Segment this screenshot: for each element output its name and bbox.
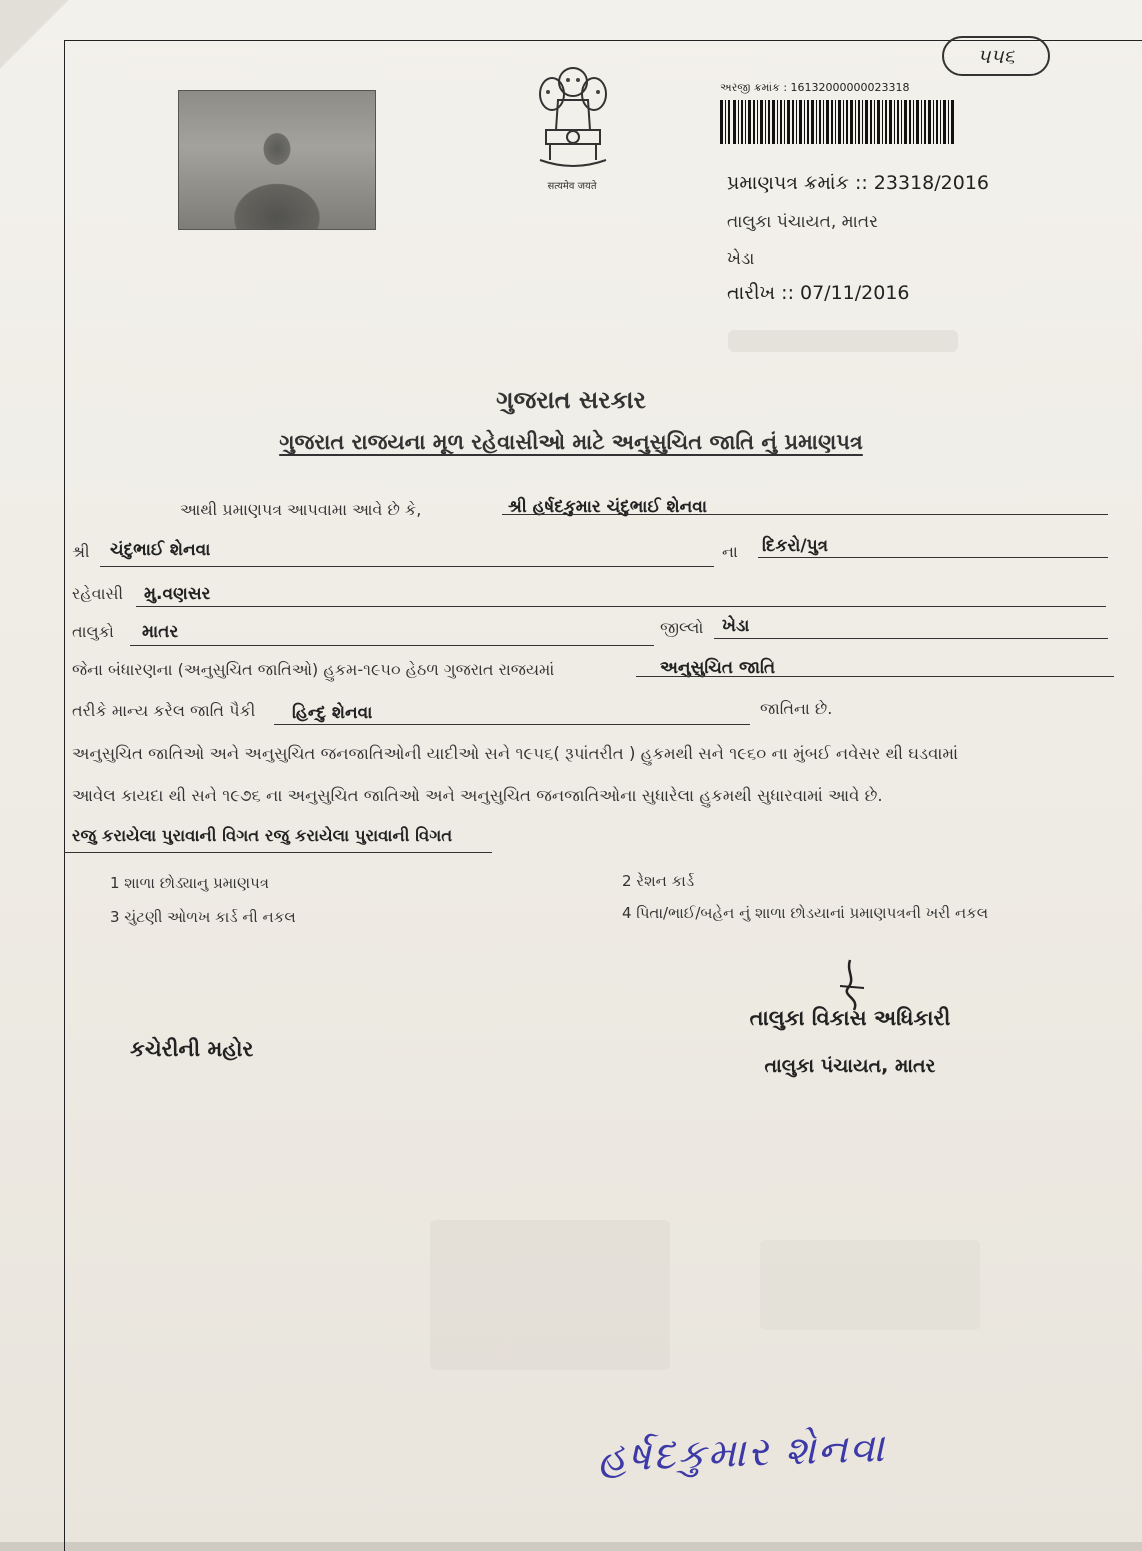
relation: દિકરો/પુત્ર xyxy=(762,536,829,556)
na-label: ના xyxy=(722,542,738,561)
national-emblem-icon xyxy=(528,60,618,172)
applicant-name: શ્રી હર્ષદકુમાર ચંદુભાઈ શેનવા xyxy=(508,497,708,517)
certificate-number: પ્રમાણપત્ર ક્રમાંક :: 23318/2016 xyxy=(727,172,989,194)
barcode-icon xyxy=(720,100,954,144)
residence-underline xyxy=(136,606,1106,607)
category-underline xyxy=(636,676,1114,677)
recognized-label: તરીકે માન્ય કરેલ જાતિ પૈકી xyxy=(72,701,256,720)
paper-smudge xyxy=(728,330,958,352)
legal-text-line-1: અનુસુચિત જાતિઓ અને અનુસુચિત જનજાતિઓની યાદીઓ સને ૧૯૫૬( રૂપાંતરીત ) હુકમથી સને ૧૯૬૦ ના મુંબઈ નવેસર થી ઘડવામાં xyxy=(72,744,959,763)
signatory-title: તાલુકા વિકાસ અધિકારી xyxy=(749,1006,951,1030)
emblem-motto: सत्यमेव जयते xyxy=(547,181,597,192)
father-name: ચંદુભાઈ શેનવા xyxy=(110,540,211,560)
residence: મુ.વણસર xyxy=(144,584,211,604)
issuing-office: તાલુકા પંચાયત, માતર xyxy=(727,212,878,232)
intro-label: આથી પ્રમાણપત્ર આપવામા આવે છે કે, xyxy=(180,500,422,519)
district: ખેડા xyxy=(722,616,750,636)
office-seal-label: કચેરીની મહોર xyxy=(130,1037,254,1061)
applicant-name-underline xyxy=(502,514,1108,515)
father-name-underline xyxy=(100,566,714,567)
document-item: 1 શાળા છોડ્યાનુ પ્રમાણપત્ર xyxy=(110,874,269,892)
applicant-photo xyxy=(178,90,376,230)
page-fold xyxy=(0,0,70,70)
shri-label: શ્રી xyxy=(72,542,90,561)
district-label: જીલ્લો xyxy=(660,618,704,637)
documents-title-underline xyxy=(64,852,492,853)
taluka: માતર xyxy=(142,622,179,642)
paper-smudge xyxy=(760,1240,980,1330)
taluka-underline xyxy=(130,645,654,646)
document-item: 3 ચુંટણી ઓળખ કાર્ડ ની નકલ xyxy=(110,908,296,926)
relation-underline xyxy=(758,557,1108,558)
document-item: 4 પિતા/ભાઈ/બહેન નું શાળા છોડયાનાં પ્રમાણપત્રની ખરી નકલ xyxy=(622,904,989,922)
category: અનુસુચિત જાતિ xyxy=(660,658,776,678)
caste: હિન્દુ શેનવા xyxy=(292,703,373,723)
signatory-office: તાલુકા પંચાયત, માતર xyxy=(764,1055,936,1077)
caste-underline xyxy=(274,724,750,725)
legal-text-line-2: આવેલ કાયદા થી સને ૧૯૭૬ ના અનુસુચિત જાતિઓ અને અનુસુચિત જનજાતિઓના સુધારેલા હુકમથી સુધારવામાં આવે છે. xyxy=(72,786,883,805)
documents-title: રજુ કરાયેલા પુરાવાની વિગત રજુ કરાયેલા પુરાવાની વિગત xyxy=(72,826,453,845)
government-title: ગુજરાત સરકાર xyxy=(496,386,646,414)
caste-suffix: જાતિના છે. xyxy=(760,699,833,718)
handwritten-signature: હર્ષદકુમાર શેનવા xyxy=(597,1424,887,1482)
certificate-title: ગુજરાત રાજયના મૂળ રહેવાસીઓ માટે અનુસુચિત જાતિ નું પ્રમાણપત્ર xyxy=(279,430,863,454)
issuing-district: ખેડા xyxy=(727,249,755,269)
taluka-label: તાલુકો xyxy=(72,622,114,641)
document-item: 2 રેશન કાર્ડ xyxy=(622,872,695,890)
order-label: જેના બંધારણના (અનુસુચિત જાતિઓ) હુકમ-૧૯૫૦ હેઠળ ગુજરાત રાજયમાં xyxy=(72,660,555,679)
issue-date: તારીખ :: 07/11/2016 xyxy=(727,282,910,304)
district-underline xyxy=(714,638,1108,639)
application-number: અરજી ક્રમાંક : 16132000000023318 xyxy=(720,81,910,94)
stamp-number: ૫૫૬ xyxy=(942,36,1050,76)
paper-smudge xyxy=(430,1220,670,1370)
residence-label: રહેવાસી xyxy=(72,584,124,603)
